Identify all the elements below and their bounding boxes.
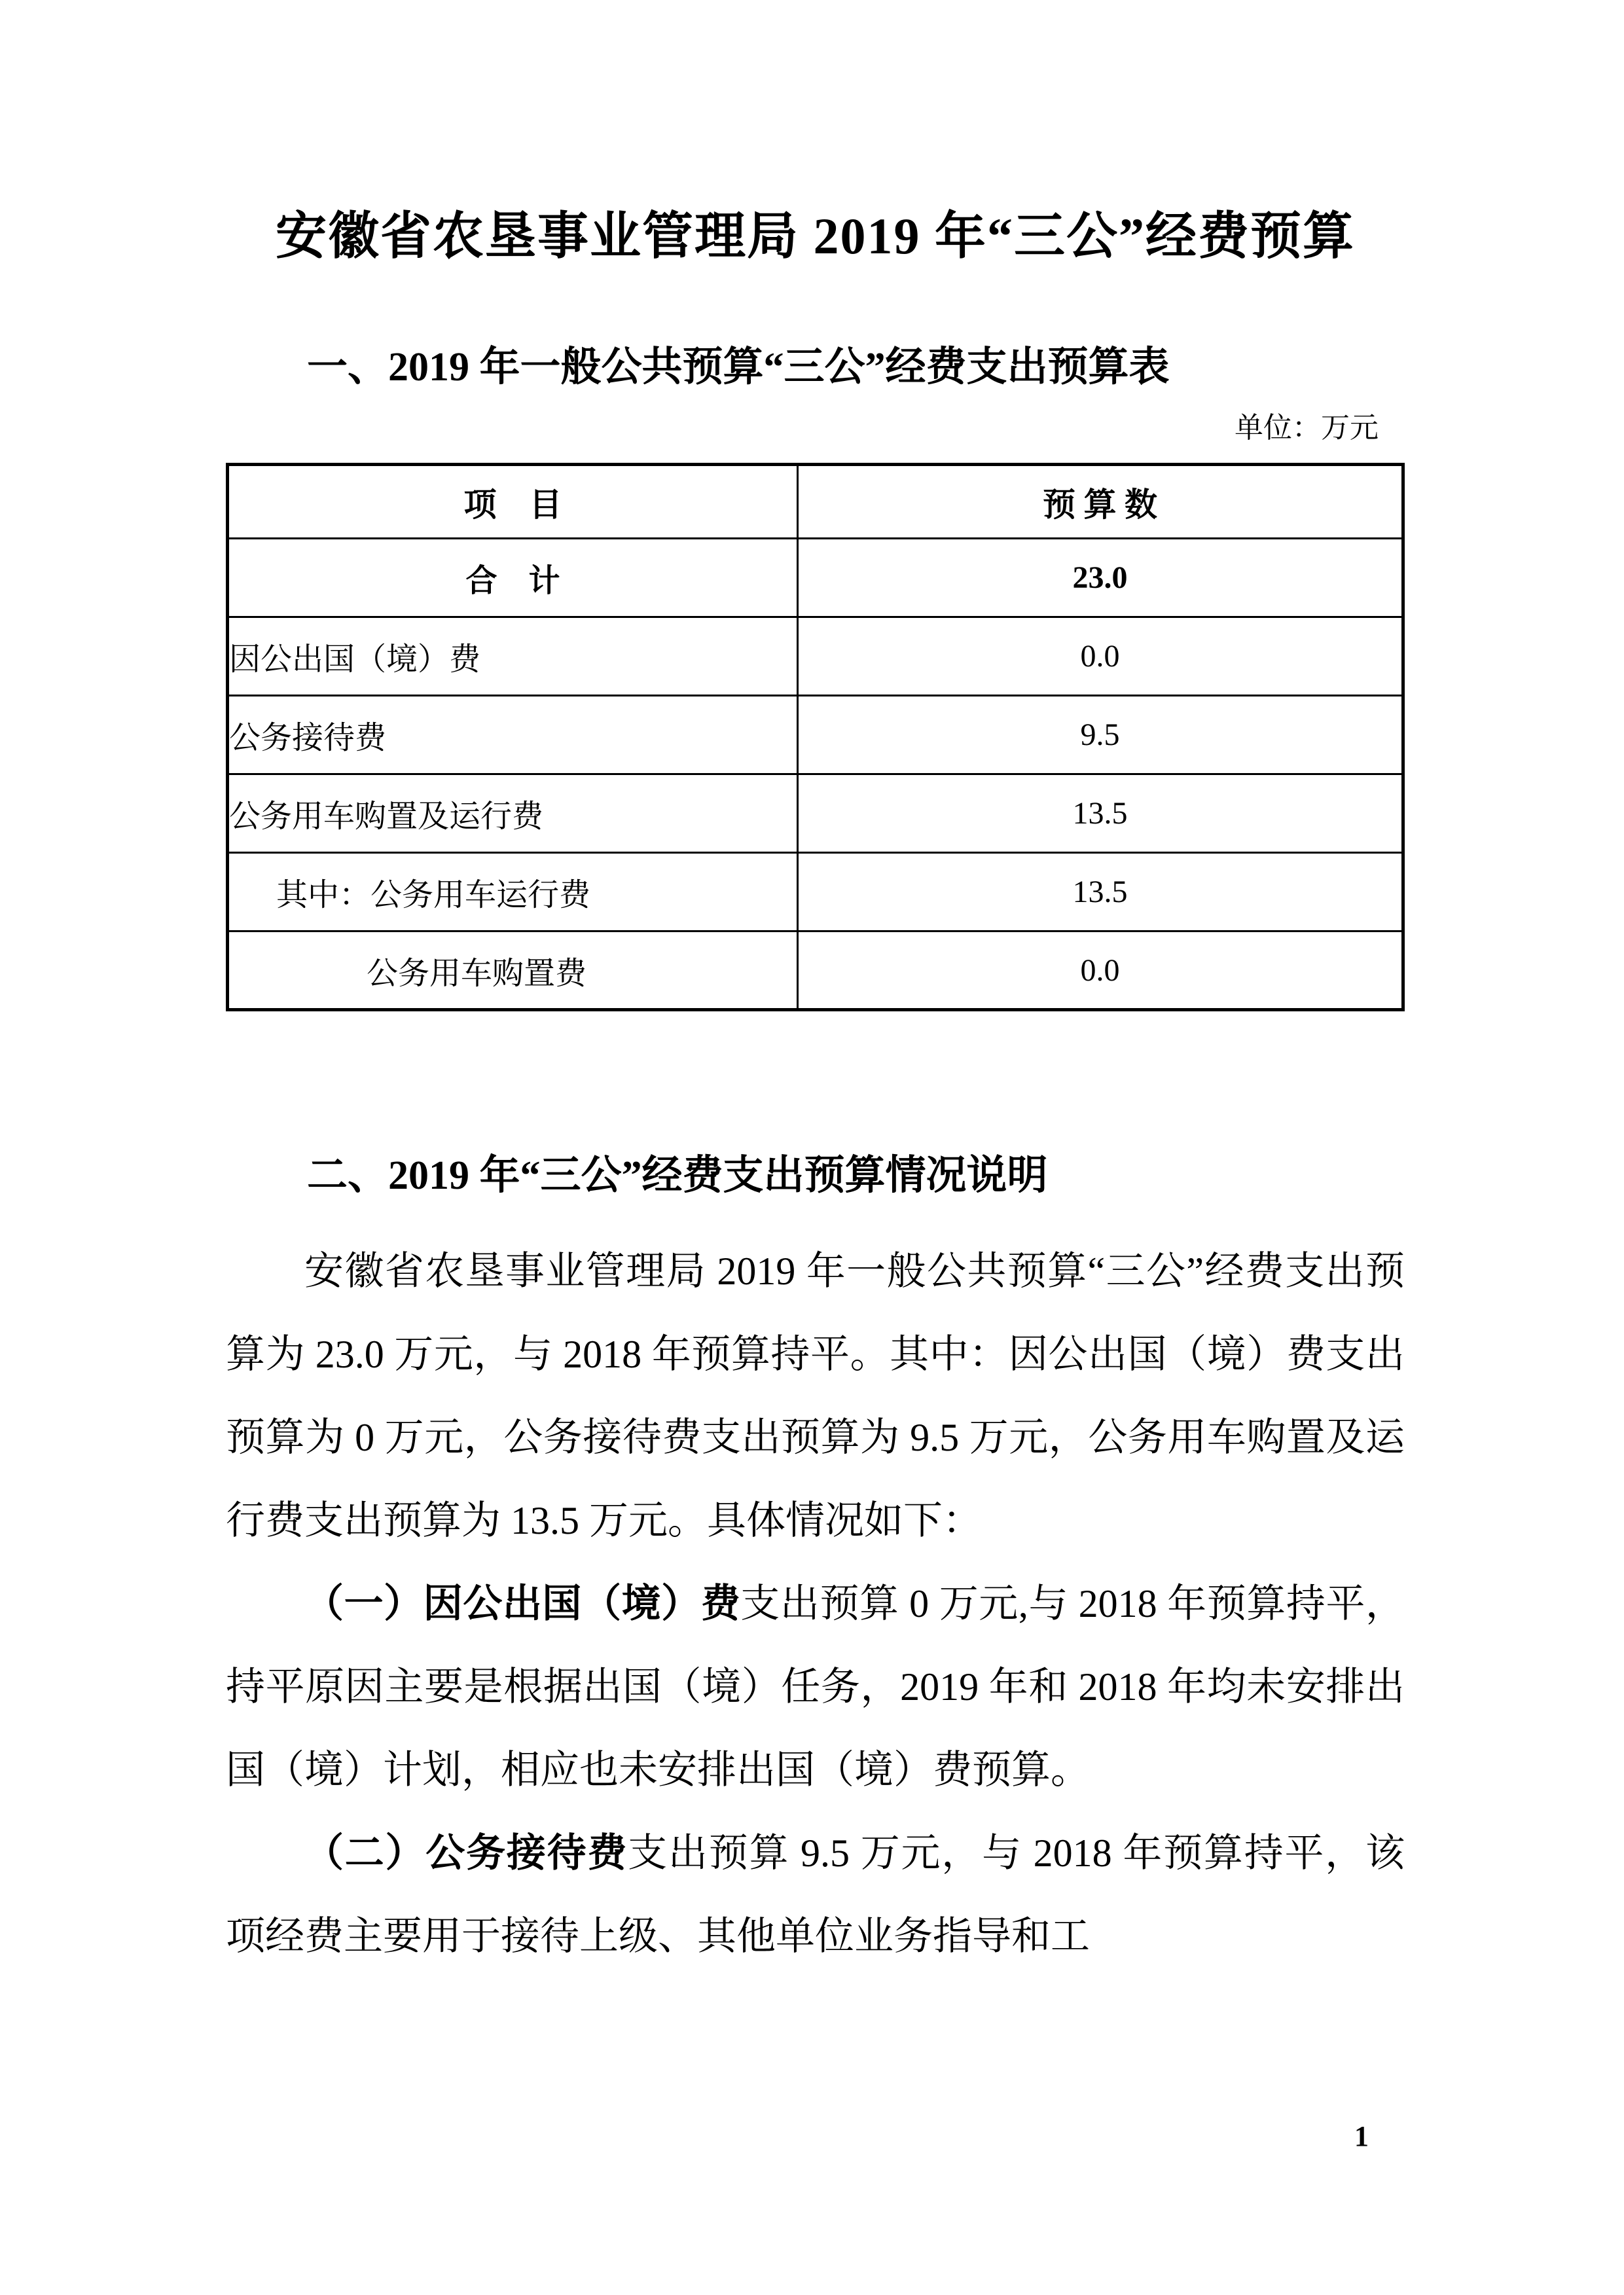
table-row [228, 774, 1403, 853]
row-vehicle-total-value: 13.5 [798, 774, 1403, 853]
section1-heading: 一、2019 年一般公共预算“三公”经费支出预算表 [307, 345, 1170, 389]
budget-table [226, 463, 1405, 1011]
row-abroad-value: 0.0 [798, 617, 1403, 696]
table-row [228, 931, 1403, 1010]
paragraph-reception-text: 支出预算 9.5 万元，与 2018 年预算持平，该项经费主要用于接待上级、其他单位业务指导和工 [226, 1832, 1405, 1958]
page-number: 1 [1354, 2120, 1369, 2152]
unit-label: 单位：万元 [1235, 412, 1379, 444]
document-title: 安徽省农垦事业管理局 2019 年“三公”经费预算 [275, 208, 1355, 264]
table-row [228, 696, 1403, 774]
table-row-total [228, 539, 1403, 617]
section2-heading: 二、2019 年“三公”经费支出预算情况说明 [307, 1153, 1048, 1198]
row-total-item: 合 计 [228, 539, 798, 617]
paragraph-overview [226, 1230, 1405, 1563]
row-reception-item: 公务接待费 [228, 696, 798, 774]
paragraph-overview-text: 安徽省农垦事业管理局 2019 年一般公共预算“三公”经费支出预算为 23.0 万元，与 2018 年预算持平。其中：因公出国（境）费支出预算为 0 万元，公务接待费支出预算为 9.5 万元，公务用车购置及运行费支出预算为 13.5 万元。具体情况如下： [226, 1250, 1405, 1542]
table-row [228, 617, 1403, 696]
paragraph-reception-bold: （二）公务接待费 [304, 1832, 628, 1875]
paragraph-abroad [226, 1563, 1405, 1812]
paragraph-abroad-text: 支出预算 0 万元,与 2018 年预算持平，持平原因主要是根据出国（境）任务，2019 年和 2018 年均未安排出国（境）计划，相应也未安排出国（境）费预算。 [226, 1582, 1405, 1792]
table-header-item: 项 目 [228, 465, 798, 539]
row-vehicle-operation-item: 其中：公务用车运行费 [228, 853, 798, 931]
row-vehicle-purchase-item: 公务用车购置费 [228, 931, 798, 1010]
row-vehicle-purchase-value: 0.0 [798, 931, 1403, 1010]
row-total-value: 23.0 [798, 539, 1403, 617]
table-row [228, 853, 1403, 931]
row-reception-value: 9.5 [798, 696, 1403, 774]
row-vehicle-operation-value: 13.5 [798, 853, 1403, 931]
body-text [226, 1230, 1405, 1978]
table-header-row [228, 465, 1403, 539]
paragraph-abroad-bold: （一）因公出国（境）费 [304, 1582, 741, 1625]
row-vehicle-total-item: 公务用车购置及运行费 [228, 774, 798, 853]
table-header-value: 预 算 数 [798, 465, 1403, 539]
row-abroad-item: 因公出国（境）费 [228, 617, 798, 696]
paragraph-reception [226, 1812, 1405, 1978]
